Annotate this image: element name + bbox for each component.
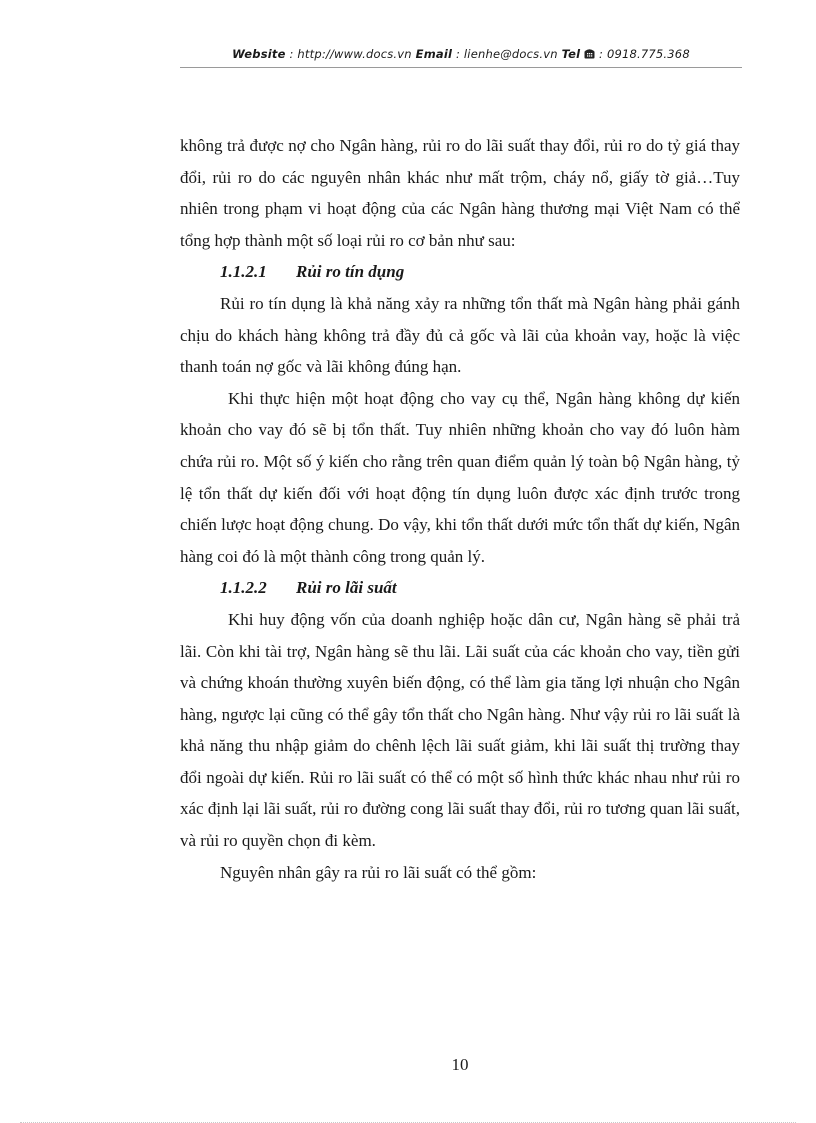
tel-number: : 0918.775.368 bbox=[595, 47, 690, 61]
section-title: Rủi ro lãi suất bbox=[296, 578, 397, 598]
paragraph-interest-rate-risk: Khi huy động vốn của doanh nghiệp hoặc dân cư, Ngân hàng sẽ phải trả lãi. Còn khi tài trợ, Ngân hàng sẽ thu lãi. Lãi suất của các khoản cho vay, tiền gửi và chứng khoán thường xuyên biến động, có thể làm gia tăng lợi nhuận cho Ngân hàng, ngược lại cũng có thể gây tổn thất cho Ngân hàng. Như vậy rủi ro lãi suất là khả năng thu nhập giảm do chênh lệch lãi suất giảm, khi lãi suất thị trường thay đổi ngoài dự kiến. Rủi ro lãi suất có thể có một số hình thức khác nhau như rủi ro xác định lại lãi suất, rủi ro đường cong lãi suất thay đổi, rủi ro tương quan lãi suất, và rủi ro quyền chọn đi kèm. bbox=[180, 609, 740, 851]
section-number: 1.1.2.2 bbox=[220, 578, 267, 598]
header-divider bbox=[180, 67, 742, 68]
section-number: 1.1.2.1 bbox=[220, 262, 267, 282]
paragraph-continued: không trả được nợ cho Ngân hàng, rủi ro do lãi suất thay đổi, rủi ro do tỷ giá thay đổi, rủi ro do các nguyên nhân khác như mất trộm, cháy nổ, giấy tờ giả…Tuy nhiên trong phạm vi hoạt động của các Ngân hàng thương mại Việt Nam có thể tổng hợp thành một số loại rủi ro cơ bản như sau: bbox=[180, 136, 740, 250]
website-url: : http://www.docs.vn bbox=[285, 47, 416, 61]
paragraph-credit-risk-detail: Khi thực hiện một hoạt động cho vay cụ thể, Ngân hàng không dự kiến khoản cho vay đó sẽ bị tổn thất. Tuy nhiên những khoản cho vay đó luôn hàm chứa rủi ro. Một số ý kiến cho rằng trên quan điểm quản lý toàn bộ Ngân hàng, tỷ lệ tổn thất dự kiến đối với hoạt động tín dụng luôn được xác định trước trong chiến lược hoạt động chung. Do vậy, khi tổn thất dưới mức tổn thất dự kiến, Ngân hàng coi đó là một thành công trong quản lý. bbox=[180, 388, 740, 566]
page-body bbox=[180, 130, 740, 888]
page-header bbox=[180, 47, 742, 62]
section-heading-credit-risk bbox=[180, 256, 740, 288]
paragraph-interest-rate-causes: Nguyên nhân gây ra rủi ro lãi suất có thể gồm: bbox=[220, 862, 537, 882]
page-number: 10 bbox=[451, 1055, 469, 1074]
tel-label: Tel bbox=[561, 47, 581, 61]
section-title: Rủi ro tín dụng bbox=[296, 262, 405, 282]
website-label: Website bbox=[232, 47, 286, 61]
email-address: : lienhe@docs.vn bbox=[452, 47, 562, 61]
paragraph-credit-risk-definition: Rủi ro tín dụng là khả năng xảy ra những tổn thất mà Ngân hàng phải gánh chịu do khách hàng không trả đầy đủ cả gốc và lãi của khoản vay, hoặc là việc thanh toán nợ gốc và lãi không đúng hạn. bbox=[180, 293, 740, 377]
phone-icon bbox=[584, 48, 595, 62]
email-label: Email bbox=[415, 47, 453, 61]
section-heading-interest-rate-risk bbox=[180, 572, 740, 604]
